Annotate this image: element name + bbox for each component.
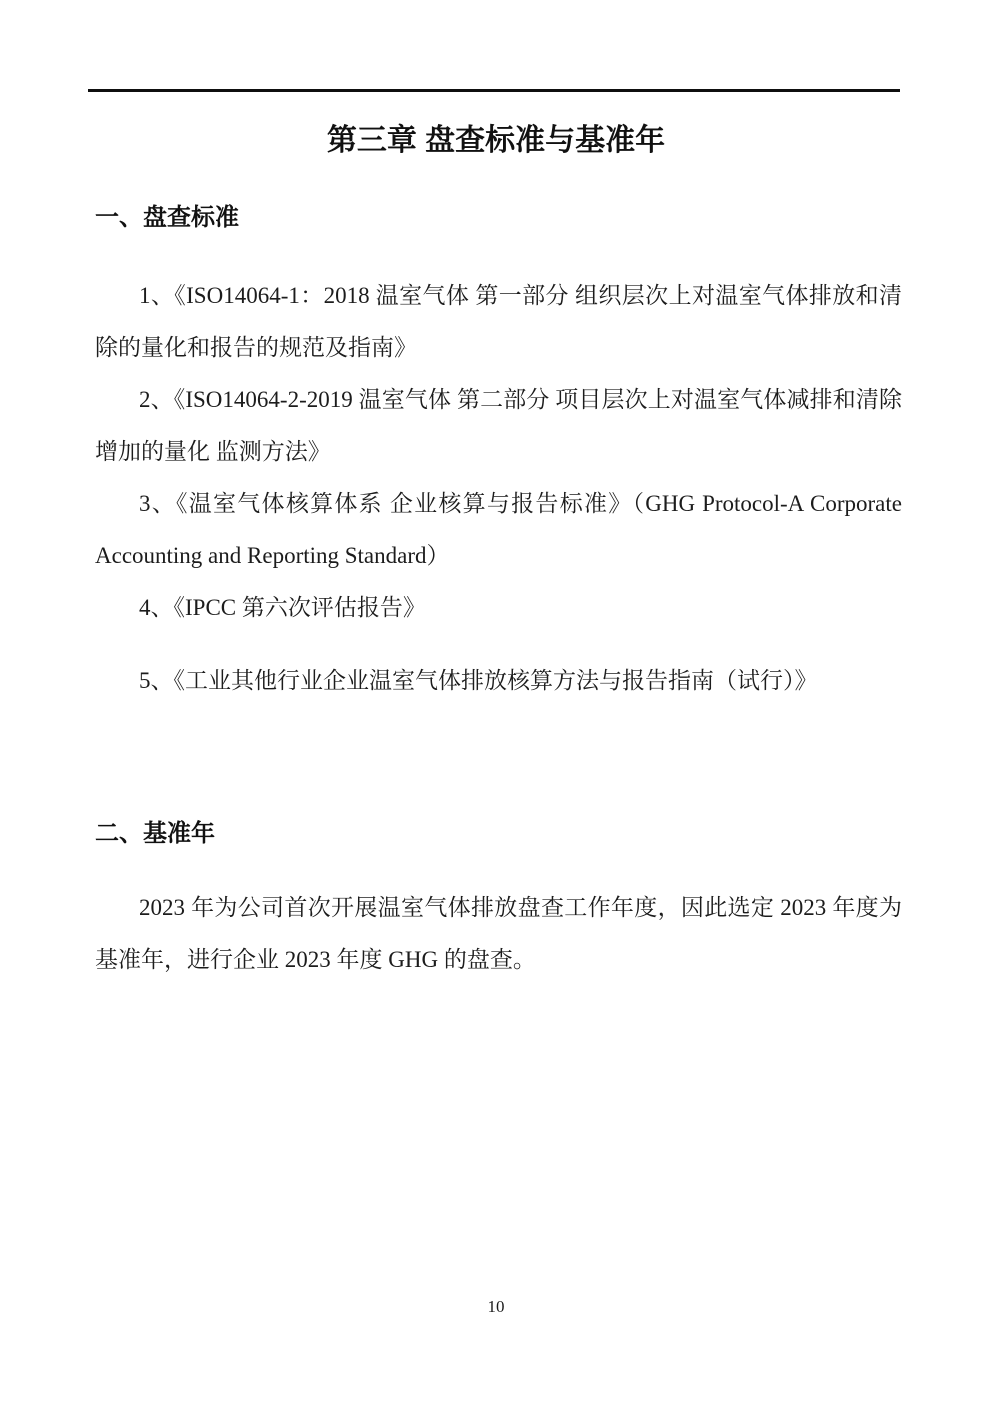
standard-item-5: 5、《工业其他行业企业温室气体排放核算方法与报告指南（试行）》	[139, 668, 818, 693]
header-rule	[88, 89, 900, 92]
base-year-paragraph-block	[95, 882, 902, 986]
standard-item-1: 1、《ISO14064-1：2018 温室气体 第一部分 组织层次上对温室气体排放和清除的量化和报告的规范及指南》	[95, 283, 902, 360]
standard-item-3: 3、《温室气体核算体系 企业核算与报告标准》（GHG Protocol-A Corporate Accounting and Reporting Standard）	[95, 491, 902, 568]
standard-item-4: 4、《IPCC 第六次评估报告》	[139, 595, 426, 620]
standard-item-2: 2、《ISO14064-2-2019 温室气体 第二部分 项目层次上对温室气体减排和清除增加的量化 监测方法》	[95, 387, 902, 464]
standards-list-item-5	[95, 655, 902, 707]
chapter-title: 第三章 盘查标准与基准年	[326, 124, 666, 157]
section-2-heading: 二、基准年	[95, 820, 215, 847]
section-1-heading: 一、盘查标准	[95, 204, 239, 231]
page-number: 10	[487, 1297, 505, 1316]
base-year-paragraph: 2023 年为公司首次开展温室气体排放盘查工作年度，因此选定 2023 年度为基准年，进行企业 2023 年度 GHG 的盘查。	[95, 895, 903, 972]
standards-list-items-1-4	[95, 270, 902, 634]
